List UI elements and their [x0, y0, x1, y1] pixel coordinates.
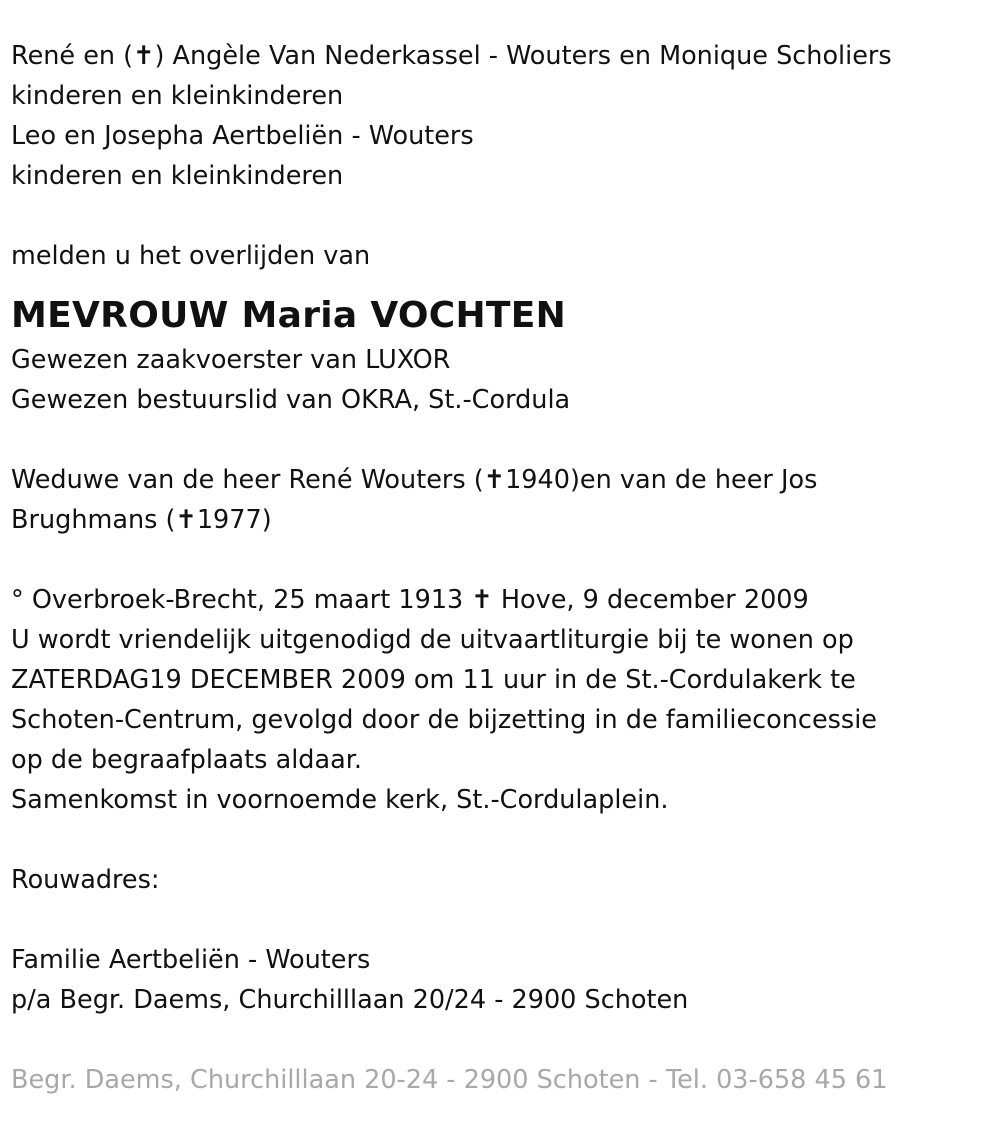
- announcement-text: melden u het overlijden van: [11, 241, 371, 271]
- deceased-name: MEVROUW Maria VOCHTEN: [11, 295, 567, 336]
- family-line-4: kinderen en kleinkinderen: [11, 161, 344, 191]
- funeral-home-footer: Begr. Daems, Churchilllaan 20-24 - 2900 Schoten - Tel. 03-658 45 61: [11, 1065, 888, 1095]
- family-line-2: kinderen en kleinkinderen: [11, 81, 344, 111]
- address-section: [11, 940, 1000, 1020]
- details-line-4: op de begraafplaats aldaar.: [11, 745, 362, 775]
- deceased-role-1: Gewezen zaakvoerster van LUXOR: [11, 345, 451, 375]
- widow-line-2: Brughmans (✝1977): [11, 505, 272, 535]
- spacer: [11, 1020, 1000, 1060]
- address-line-2: p/a Begr. Daems, Churchilllaan 20/24 - 2900 Schoten: [11, 985, 689, 1015]
- birth-death-dates: ° Overbroek-Brecht, 25 maart 1913 ✝ Hove, 9 december 2009: [11, 585, 809, 615]
- spacer: [11, 820, 1000, 860]
- details-line-1: U wordt vriendelijk uitgenodigd de uitvaartliturgie bij te wonen op: [11, 625, 854, 655]
- family-line-1: René en (✝) Angèle Van Nederkassel - Wouters en Monique Scholiers: [11, 41, 892, 71]
- details-line-3: Schoten-Centrum, gevolgd door de bijzetting in de familieconcessie: [11, 705, 877, 735]
- address-label: Rouwadres:: [11, 865, 160, 895]
- family-section: [11, 36, 1000, 196]
- spacer: [11, 540, 1000, 580]
- address-line-1: Familie Aertbeliën - Wouters: [11, 945, 371, 975]
- details-section: [11, 580, 1000, 820]
- spacer: [11, 420, 1000, 460]
- details-line-5: Samenkomst in voornoemde kerk, St.-Cordulaplein.: [11, 785, 669, 815]
- widow-line-1: Weduwe van de heer René Wouters (✝1940)en van de heer Jos: [11, 465, 818, 495]
- widow-section: [11, 460, 1000, 540]
- spacer: [11, 196, 1000, 236]
- family-line-3: Leo en Josepha Aertbeliën - Wouters: [11, 121, 474, 151]
- deceased-role-2: Gewezen bestuurslid van OKRA, St.-Cordula: [11, 385, 571, 415]
- spacer: [11, 900, 1000, 940]
- details-line-2: ZATERDAG19 DECEMBER 2009 om 11 uur in de St.-Cordulakerk te: [11, 665, 856, 695]
